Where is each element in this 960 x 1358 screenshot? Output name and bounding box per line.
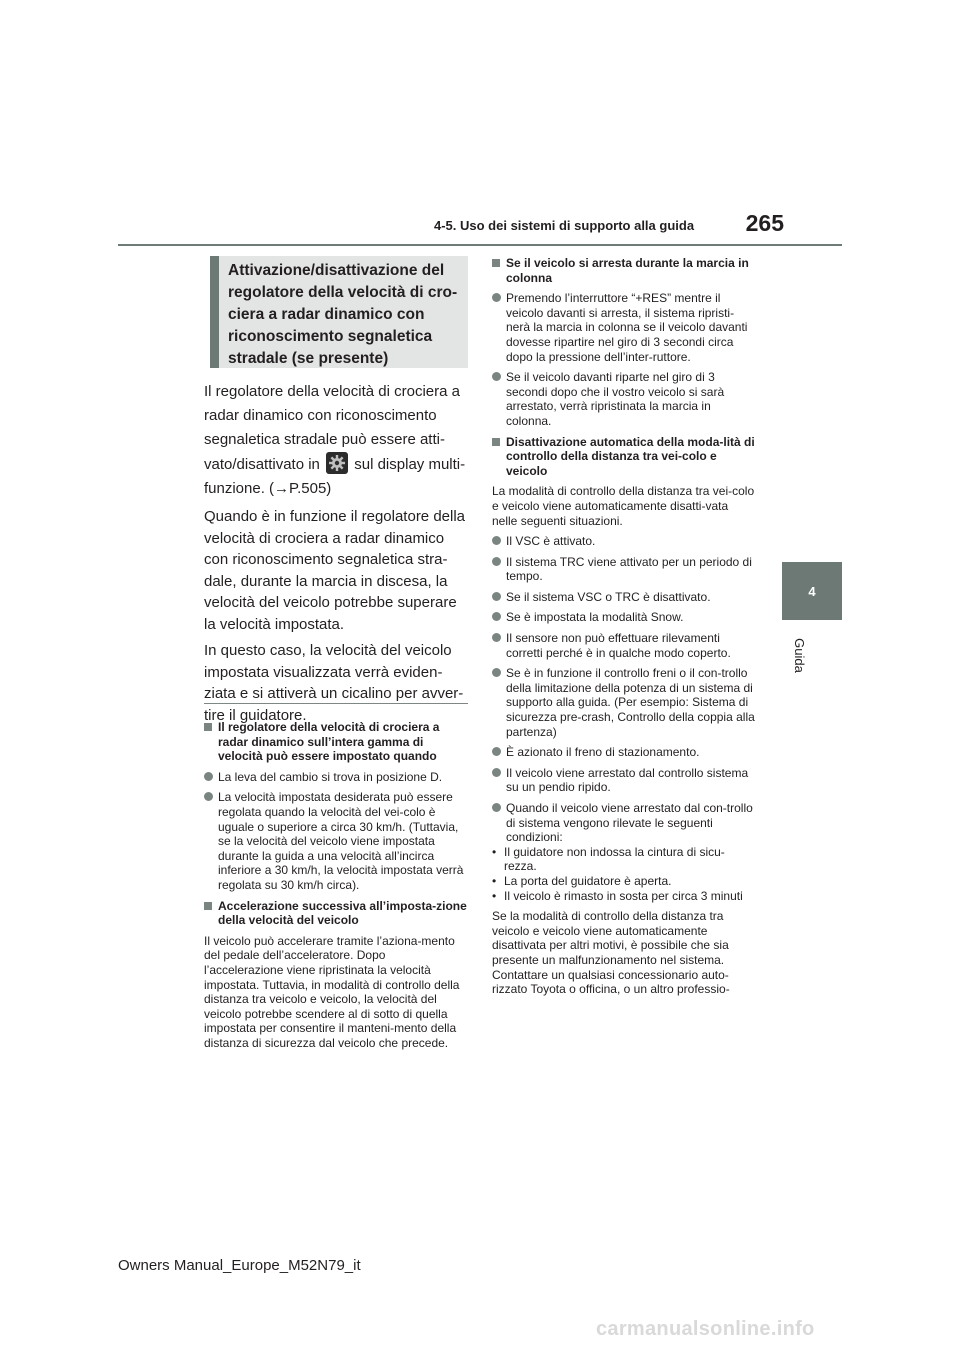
circle-bullet-icon [492, 372, 501, 381]
list-item: Il sistema TRC viene attivato per un periodo di tempo. [492, 555, 756, 584]
circle-bullet-icon [492, 592, 501, 601]
circle-bullet-icon [492, 293, 501, 302]
list-item: Premendo l’interruttore “+RES” mentre il veicolo davanti si arresta, il sistema ripristi-nerà la marcia in colonna se il veicolo davanti dovesse ripartire nel giro di 3 secondi circa dopo la pressione dell’inter-ruttore. [492, 291, 756, 364]
section-header: 4-5. Uso dei sistemi di supporto alla guida [434, 218, 695, 233]
left-notes [204, 720, 468, 1056]
circle-bullet-icon [492, 747, 501, 756]
list-item: La velocità impostata desiderata può essere regolata quando la velocità del vei-colo è uguale o superiore a circa 30 km/h. (Tuttavia, se la velocità del veicolo viene impostata durante la guida a una velocità all’incirca inferiore a 30 km/h, la velocità impostata verrà regolata su 30 km/h circa). [204, 790, 468, 892]
list-item: Se è impostata la modalità Snow. [492, 610, 756, 625]
divider [204, 703, 468, 704]
chapter-number: 4 [808, 583, 816, 599]
note-paragraph: Se la modalità di controllo della distanza tra veicolo e veicolo viene automaticamente disattivata per altri motivi, è possibile che sia presente un malfunzionamento nel sistema. Contattare un qualsiasi concessionario auto-rizzato Toyota o officina, o un altro professio- [492, 909, 730, 997]
list-item: Il VSC è attivato. [492, 534, 756, 549]
intro-paragraph-2: Quando è in funzione il regolatore della velocità di crociera a radar dinamico con riconoscimento segnaletica stra-dale, durante la marcia in discesa, la velocità del veicolo potrebbe superare la velocità impostata. [204, 508, 466, 633]
intro-paragraph-3: In questo caso, la velocità del veicolo impostata visualizzata verrà eviden-ziata e si attiverà un cicalino per avver-tire il guidatore. [204, 642, 464, 724]
chapter-tab [782, 562, 842, 620]
chapter-label: Guida [791, 637, 807, 673]
watermark: carmanualsonline.info [596, 1318, 815, 1340]
circle-bullet-icon [492, 536, 501, 545]
circle-bullet-icon [492, 803, 501, 812]
section-title: Attivazione/disattivazione del regolatore della velocità di cro- ciera a radar dinamico con riconoscimento segnaletica stradale (se presente) [228, 262, 458, 367]
list-item: Il veicolo viene arrestato dal controllo sistema su un pendio ripido. [492, 766, 756, 795]
list-item: La leva del cambio si trova in posizione D. [204, 770, 468, 785]
list-item: È azionato il freno di stazionamento. [492, 745, 756, 760]
header-rule [118, 244, 842, 246]
note-heading: Disattivazione automatica della moda-lità di controllo della distanza tra vei-colo e veicolo [492, 435, 756, 479]
footer-manual-id: Owners Manual_Europe_M52N79_it [118, 1257, 361, 1274]
right-notes [492, 256, 756, 1003]
square-bullet-icon [492, 259, 500, 267]
note-heading: Accelerazione successiva all’imposta-zione della velocità del veicolo [204, 899, 468, 928]
list-item: Se è in funzione il controllo freni o il con-trollo della limitazione della potenza di un sistema di supporto alla guida. (Per esempio: Sistema di sicurezza pre-crash, Controllo della coppia alla partenza) [492, 666, 756, 739]
sub-list-item: • La porta del guidatore è aperta. [492, 873, 672, 888]
circle-bullet-icon [492, 633, 501, 642]
note-heading: Il regolatore della velocità di crociera a radar dinamico sull’intera gamma di velocità può essere impostato quando [204, 720, 468, 764]
page-number: 265 [745, 210, 784, 236]
circle-bullet-icon [204, 772, 213, 781]
circle-bullet-icon [492, 768, 501, 777]
settings-gear-icon [326, 452, 348, 474]
sub-list-item: • Il veicolo è rimasto in sosta per circa 3 minuti [492, 888, 743, 903]
circle-bullet-icon [492, 557, 501, 566]
sub-list-item: • Il guidatore non indossa la cintura di sicu-rezza. [492, 844, 725, 874]
note-heading: Se il veicolo si arresta durante la marcia in colonna [492, 256, 756, 285]
intro-text [204, 380, 470, 731]
circle-bullet-icon [492, 612, 501, 621]
circle-bullet-icon [492, 668, 501, 677]
note-paragraph: La modalità di controllo della distanza tra vei-colo e veicolo viene automaticamente disatti-vata nelle seguenti situazioni. [492, 484, 755, 528]
square-bullet-icon [204, 723, 212, 731]
list-item: Il sensore non può effettuare rilevamenti corretti perché è in qualche modo coperto. [492, 631, 756, 660]
square-bullet-icon [204, 902, 212, 910]
intro-paragraph-1: Il regolatore della velocità di crociera a radar dinamico con riconoscimento segnaletica stradale può essere atti-vato/disattivato in sul display multi-funzione. (→P.505) [204, 383, 466, 497]
circle-bullet-icon [204, 792, 213, 801]
list-item: Quando il veicolo viene arrestato dal con-trollo di sistema vengono rilevate le seguenti condizioni: [492, 801, 756, 845]
square-bullet-icon [492, 438, 500, 446]
section-title-box [210, 256, 468, 368]
note-paragraph: Il veicolo può accelerare tramite l’aziona-mento del pedale dell’acceleratore. Dopo l’accelerazione viene ripristinata la velocità impostata. Tuttavia, in modalità di controllo della distanza tra veicolo e veicolo, la velocità del veicolo potrebbe scendere al di sotto di quella impostata per consentire il manteni-mento della distanza di sicurezza dal veicolo che precede. [204, 933, 460, 1050]
list-item: Se il sistema VSC o TRC è disattivato. [492, 590, 756, 605]
list-item: Se il veicolo davanti riparte nel giro di 3 secondi dopo che il vostro veicolo si sarà arrestato, verrà ripristinata la marcia in colonna. [492, 370, 756, 428]
